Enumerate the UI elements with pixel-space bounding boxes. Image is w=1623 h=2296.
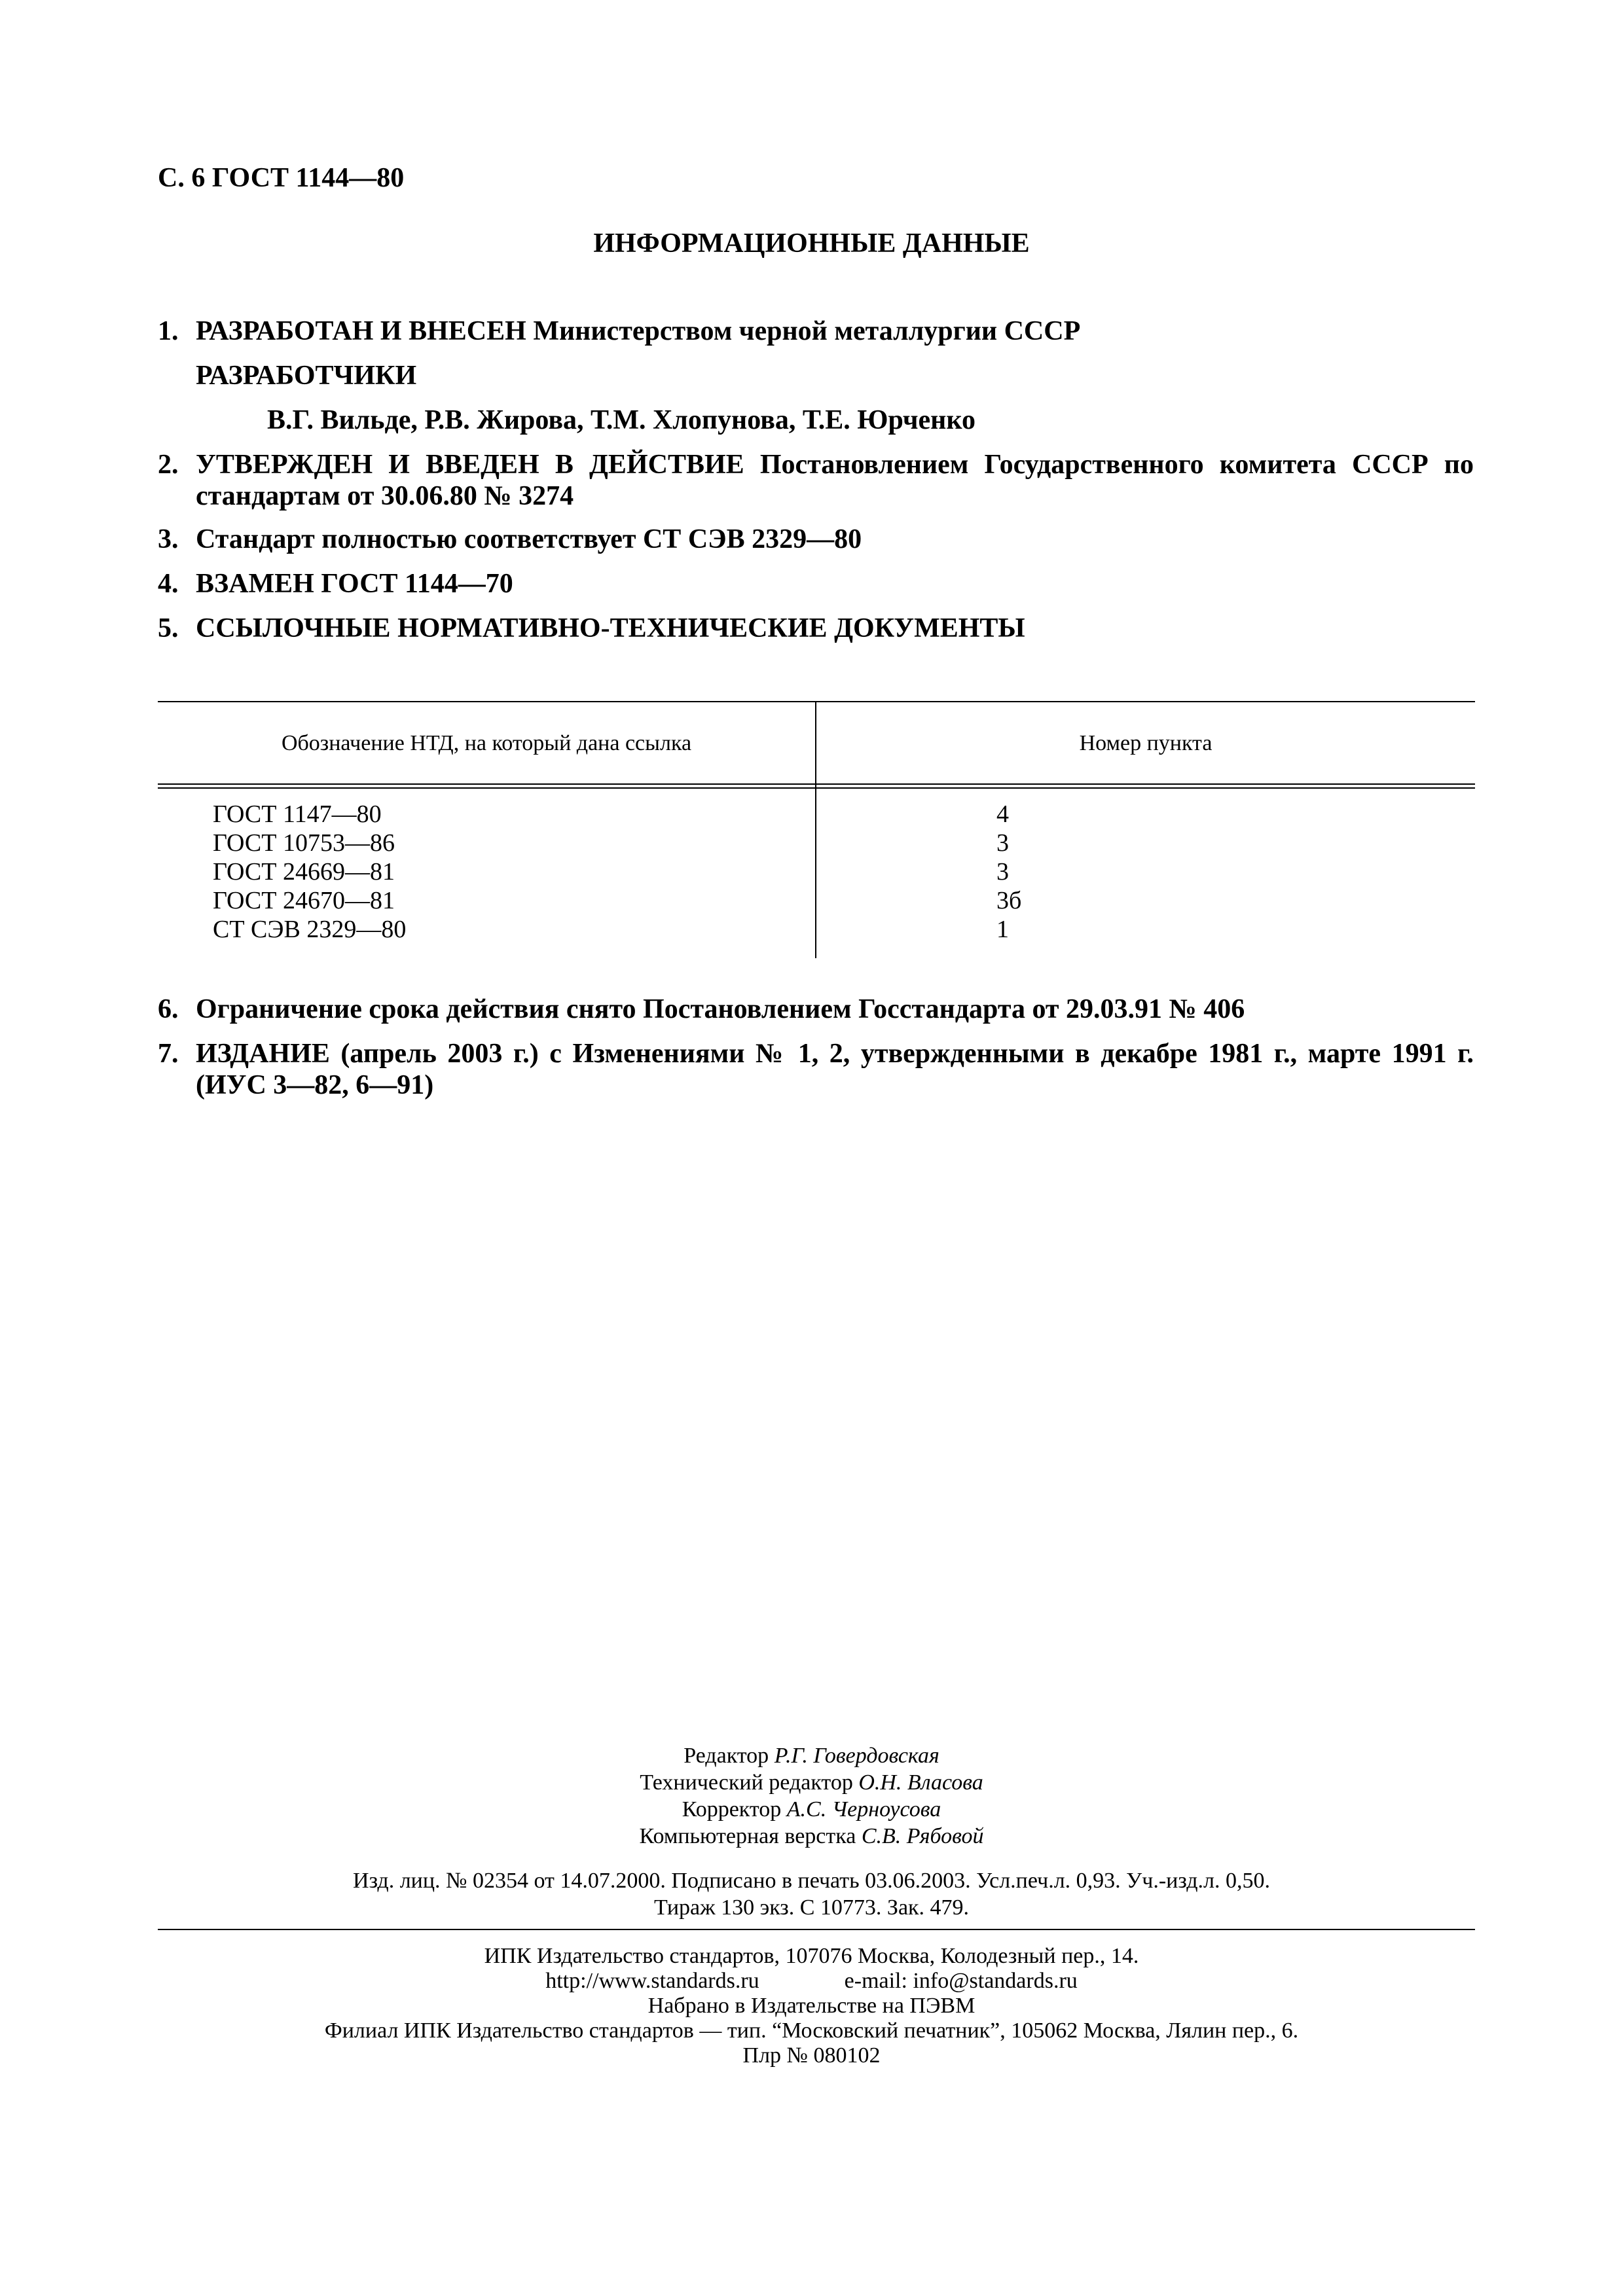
imprint-line: Изд. лиц. № 02354 от 14.07.2000. Подписано в печать 03.06.2003. Усл.печ.л. 0,93. Уч.-изд.л. 0,50.	[353, 1869, 1270, 1893]
imprint-block	[0, 1867, 1623, 1921]
table-cell-doc: ГОСТ 10753—86	[213, 829, 395, 857]
credit-name: О.Н. Власова	[858, 1770, 983, 1795]
credit-line	[0, 1742, 1623, 1769]
table-cell-clause: 3	[996, 858, 1009, 886]
credit-line	[0, 1769, 1623, 1796]
developers-label: РАЗРАБОТЧИКИ	[196, 361, 417, 391]
credit-name: С.В. Рябовой	[861, 1824, 984, 1848]
credit-line	[0, 1796, 1623, 1823]
table-cell-clause: 3б	[996, 887, 1022, 914]
imprint-line: Тираж 130 экз. С 10773. Зак. 479.	[653, 1895, 970, 1920]
publisher-line: Плр № 080102	[742, 2043, 881, 2068]
item-number: 5.	[158, 613, 179, 643]
credit-role: Корректор	[682, 1797, 782, 1821]
item-body: Ограничение срока действия снято Постановлением Госстандарта от 29.03.91 № 406	[196, 994, 1245, 1024]
item-text	[196, 613, 1474, 644]
credit-name: А.С. Черноусова	[786, 1797, 941, 1821]
publisher-contacts	[0, 1969, 1623, 1994]
credit-role: Технический редактор	[640, 1770, 853, 1795]
credit-name: Р.Г. Говердовская	[774, 1744, 939, 1768]
publisher-line: Набрано в Издательстве на ПЭВМ	[647, 1994, 976, 2018]
item-label: ВЗАМЕН ГОСТ 1144—70	[196, 569, 513, 599]
developers-list: В.Г. Вильде, Р.В. Жирова, Т.М. Хлопунова, Т.Е. Юрченко	[267, 405, 976, 435]
item-text	[196, 449, 1474, 512]
item-label: РАЗРАБОТАН И ВНЕСЕН	[196, 316, 526, 346]
credit-role: Компьютерная верстка	[639, 1824, 856, 1848]
table-header-rule	[158, 783, 1475, 785]
item-label: УТВЕРЖДЕН И ВВЕДЕН В ДЕЙСТВИЕ	[196, 450, 744, 480]
publisher-email[interactable]: e-mail: info@standards.ru	[844, 1969, 1078, 1993]
item-body: (апрель 2003 г.) с Изменениями № 1, 2, утвержденными в декабре 1981 г., марте 1991 г. (ИУС 3—82, 6—91)	[196, 1039, 1474, 1100]
table-column-divider	[815, 701, 816, 958]
item-text	[196, 315, 1474, 347]
publisher-line: ИПК Издательство стандартов, 107076 Москва, Колодезный пер., 14.	[484, 1944, 1139, 1968]
item-number: 7.	[158, 1039, 179, 1069]
table-cell-clause: 1	[996, 916, 1009, 943]
item-body: Министерством черной металлургии СССР	[533, 316, 1081, 346]
table-cell-doc: ГОСТ 1147—80	[213, 800, 382, 828]
item-label: ИЗДАНИЕ	[196, 1039, 330, 1069]
table-cell-doc: ГОСТ 24670—81	[213, 887, 395, 914]
table-cell-doc: СТ СЭВ 2329—80	[213, 916, 407, 943]
table-top-rule	[158, 701, 1475, 702]
credit-line	[0, 1823, 1623, 1850]
item-number: 4.	[158, 569, 179, 599]
item-number: 1.	[158, 316, 179, 346]
table-header-clause: Номер пункта	[1079, 731, 1213, 755]
footer-rule	[158, 1929, 1475, 1930]
table-cell-clause: 4	[996, 800, 1009, 828]
item-text	[196, 1038, 1474, 1101]
item-label: ССЫЛОЧНЫЕ НОРМАТИВНО-ТЕХНИЧЕСКИЕ ДОКУМЕНТЫ	[196, 613, 1025, 643]
item-text	[196, 524, 1474, 555]
item-number: 2.	[158, 450, 179, 480]
table-doc-column	[213, 800, 406, 944]
item-text	[196, 568, 1474, 600]
editorial-credits	[0, 1742, 1623, 1850]
table-cell-clause: 3	[996, 829, 1009, 857]
table-header-doc: Обозначение НТД, на который дана ссылка	[281, 731, 692, 755]
credit-role: Редактор	[684, 1744, 769, 1768]
publisher-block	[0, 1944, 1623, 2068]
item-body: Постановлением Государственного комитета СССР по стандартам от 30.06.80 № 3274	[196, 450, 1474, 511]
item-body: Стандарт полностью соответствует СТ СЭВ 2329—80	[196, 524, 862, 554]
page-header: С. 6 ГОСТ 1144—80	[158, 163, 405, 193]
publisher-line: Филиал ИПК Издательство стандартов — тип. “Московский печатник”, 105062 Москва, Лялин пер., 6.	[324, 2018, 1299, 2043]
table-header-rule-double	[158, 787, 1475, 789]
item-text	[196, 994, 1474, 1025]
table-cell-doc: ГОСТ 24669—81	[213, 858, 395, 886]
item-number: 6.	[158, 994, 179, 1024]
item-number: 3.	[158, 524, 179, 554]
document-title: ИНФОРМАЦИОННЫЕ ДАННЫЕ	[593, 228, 1030, 259]
publisher-url[interactable]: http://www.standards.ru	[545, 1969, 759, 1993]
table-clause-column	[996, 800, 1021, 944]
